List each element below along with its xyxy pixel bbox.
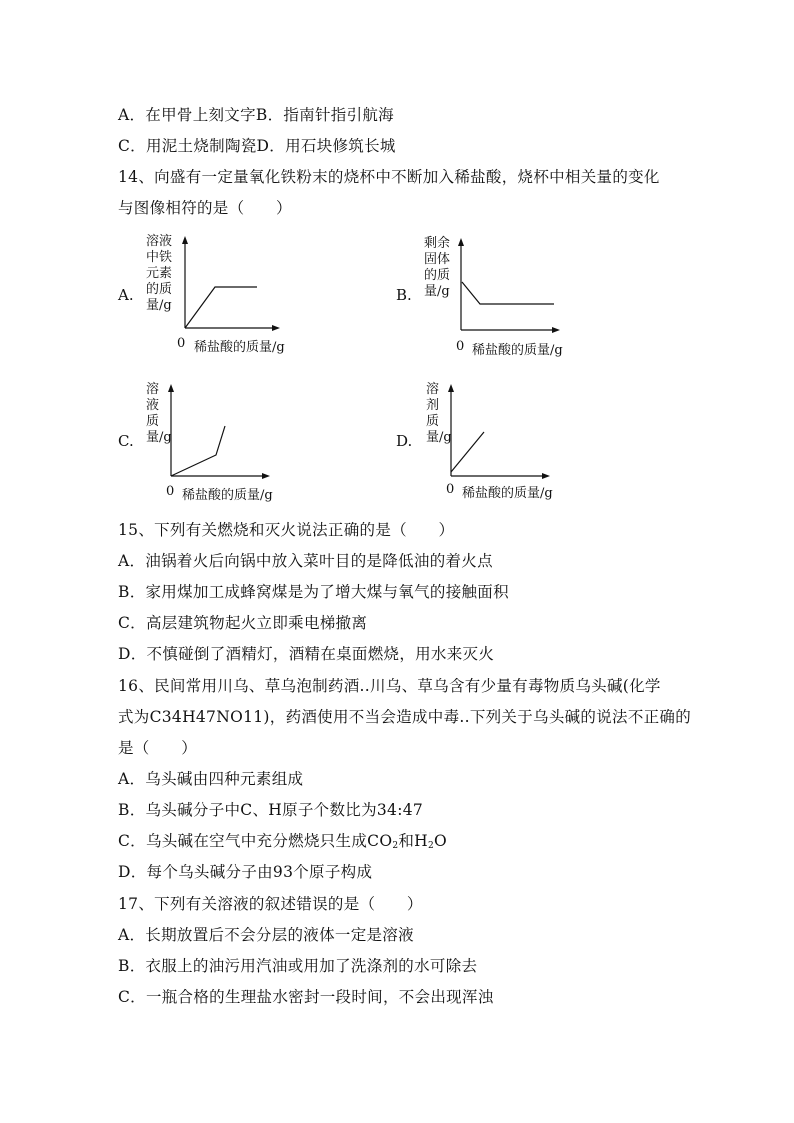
graph-c-plot bbox=[168, 384, 272, 479]
graph-d-origin: 0 bbox=[446, 482, 455, 497]
q15-option-c: C．高层建筑物起火立即乘电梯撤离 bbox=[118, 614, 368, 632]
graph-d-ylabel: 溶剂质量/g bbox=[426, 382, 452, 445]
q16-stem-line2: 式为C34H47NO11)，药酒使用不当会造成中毒..下列关于乌头碱的说法不正确的 bbox=[118, 708, 692, 726]
graph-b-plot bbox=[458, 238, 562, 333]
graph-d bbox=[448, 384, 552, 479]
q16-option-c-text: C．乌头碱在空气中充分燃烧只生成CO bbox=[118, 832, 393, 850]
graph-c-curve bbox=[171, 426, 225, 476]
graph-d-plot bbox=[448, 384, 552, 479]
q15-option-d: D．不慎碰倒了酒精灯，酒精在桌面燃烧，用水来灭火 bbox=[118, 645, 495, 663]
graph-a-x-arrow bbox=[272, 325, 280, 331]
graph-c-origin: 0 bbox=[166, 484, 175, 499]
graph-a-origin: 0 bbox=[177, 336, 186, 351]
graph-d-xlabel: 稀盐酸的质量/g bbox=[462, 486, 553, 501]
graph-c-y-arrow bbox=[168, 384, 174, 392]
q16-option-c-sub-co2: 2 bbox=[392, 841, 399, 851]
graph-a-plot bbox=[182, 236, 282, 331]
q16-option-b: B．乌头碱分子中C、H原子个数比为34:47 bbox=[118, 801, 424, 819]
graph-a-xlabel: 稀盐酸的质量/g bbox=[194, 340, 285, 355]
q16-option-c-end: O bbox=[434, 832, 448, 850]
graph-c-x-arrow bbox=[262, 473, 270, 479]
q14-stem-line1: 14、向盛有一定量氧化铁粉末的烧杯中不断加入稀盐酸，烧杯中相关量的变化 bbox=[118, 168, 660, 186]
graph-d-y-arrow bbox=[448, 384, 454, 392]
graph-a-curve bbox=[185, 287, 257, 328]
graph-a-y-arrow bbox=[182, 236, 188, 244]
graph-a bbox=[182, 236, 282, 331]
graph-b-xlabel: 稀盐酸的质量/g bbox=[472, 343, 563, 358]
q17-stem: 17、下列有关溶液的叙述错误的是（ ） bbox=[118, 895, 423, 913]
q15-option-b: B．家用煤加工成蜂窝煤是为了增大煤与氧气的接触面积 bbox=[118, 583, 509, 601]
q16-option-c bbox=[118, 829, 447, 851]
graph-c bbox=[168, 384, 272, 479]
graph-b-letter: B. bbox=[396, 286, 412, 304]
q16-option-c-mid: 和H bbox=[398, 832, 428, 850]
q15-stem: 15、下列有关燃烧和灭火说法正确的是（ ） bbox=[118, 521, 455, 539]
q16-option-c-sub-h2o: 2 bbox=[427, 841, 435, 851]
graph-b-x-arrow bbox=[552, 327, 560, 333]
graph-b-origin: 0 bbox=[456, 339, 465, 354]
q17-option-c: C．一瓶合格的生理盐水密封一段时间，不会出现浑浊 bbox=[118, 988, 494, 1006]
q13-options-ab: A．在甲骨上刻文字B．指南针指引航海 bbox=[118, 106, 394, 124]
graph-a-ylabel: 溶液中铁元素的质量/g bbox=[146, 234, 173, 313]
q15-option-a: A．油锅着火后向锅中放入菜叶目的是降低油的着火点 bbox=[118, 552, 493, 570]
q13-options-cd: C．用泥土烧制陶瓷D．用石块修筑长城 bbox=[118, 137, 396, 155]
graph-d-letter: D. bbox=[396, 432, 413, 450]
q16-stem-line1: 16、民间常用川乌、草乌泡制药酒..川乌、草乌含有少量有毒物质乌头碱(化学 bbox=[118, 677, 661, 695]
graph-c-xlabel: 稀盐酸的质量/g bbox=[182, 488, 273, 503]
q16-stem-line3: 是（ ） bbox=[118, 739, 198, 757]
q17-option-a: A．长期放置后不会分层的液体一定是溶液 bbox=[118, 926, 414, 944]
graph-b-y-arrow bbox=[458, 238, 464, 246]
q17-option-b: B．衣服上的油污用汽油或用加了洗涤剂的水可除去 bbox=[118, 957, 478, 975]
graph-d-curve bbox=[451, 432, 484, 472]
q14-stem-line2: 与图像相符的是（ ） bbox=[118, 199, 292, 217]
q16-option-d: D．每个乌头碱分子由93个原子构成 bbox=[118, 863, 373, 881]
graph-b-curve bbox=[462, 282, 554, 304]
graph-b bbox=[458, 238, 562, 333]
graph-d-x-arrow bbox=[542, 473, 550, 479]
graph-a-letter: A. bbox=[118, 286, 134, 304]
graph-c-ylabel: 溶液质量/g bbox=[146, 382, 172, 445]
graph-b-ylabel: 剩余固体的质量/g bbox=[424, 236, 451, 299]
graph-c-letter: C. bbox=[118, 432, 134, 450]
q16-option-a: A．乌头碱由四种元素组成 bbox=[118, 770, 304, 788]
